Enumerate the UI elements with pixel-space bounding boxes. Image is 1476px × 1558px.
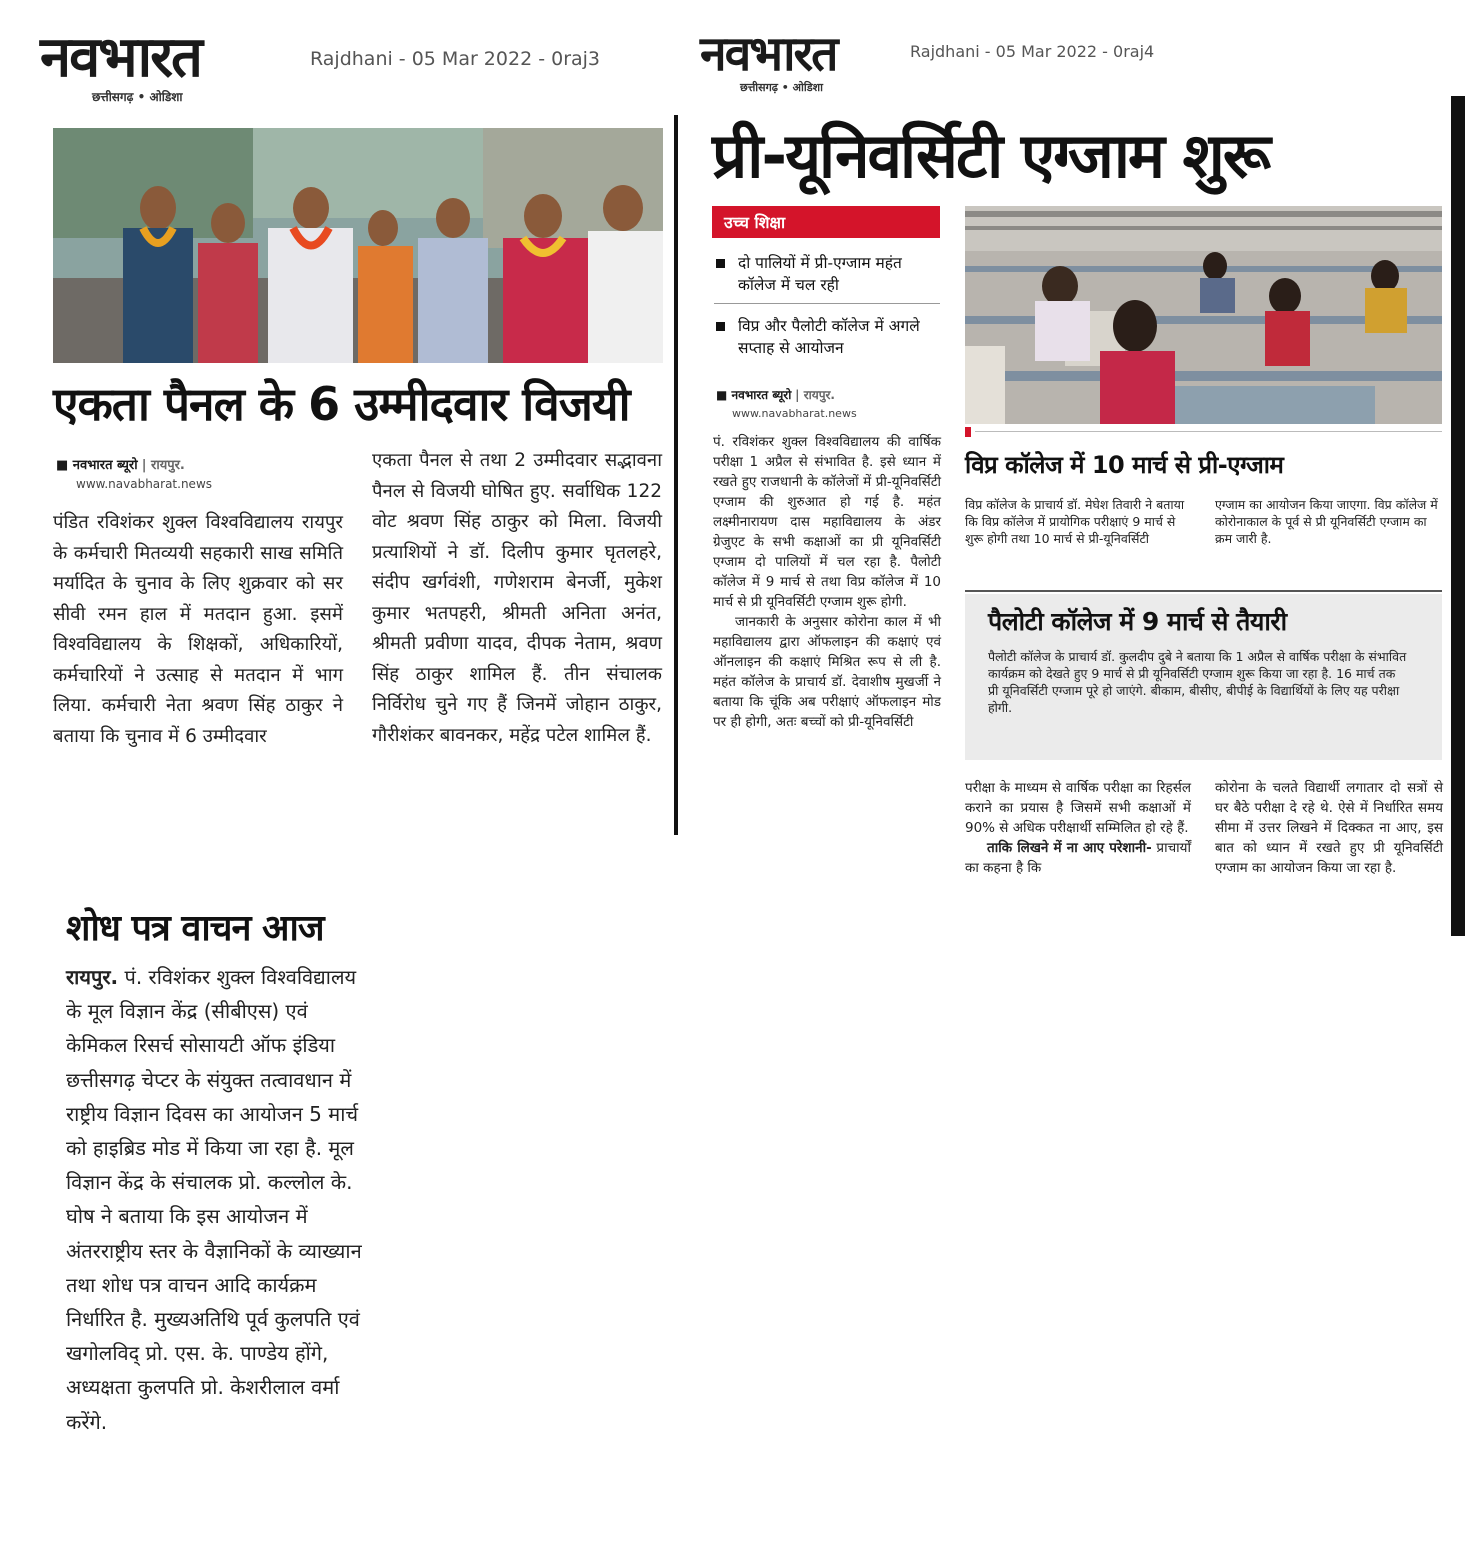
newspaper-logo: नवभारत [40,25,201,90]
dateline-city: रायपुर. [66,965,119,989]
exam-hall-photo [965,206,1442,424]
main-article-column [713,432,941,732]
masthead-left [40,25,201,105]
celebration-photo [53,128,663,363]
headline-clip2: शोध पत्र वाचन आज [66,908,324,949]
subhead-vipra: विप्र कॉलेज में 10 मार्च से प्री-एग्जाम [965,451,1284,479]
section-divider [965,590,1442,592]
newspaper-logo: नवभारत [700,26,837,82]
bottom-column-2: कोरोना के चलते विद्यार्थी लगातार दो सत्रों से घर बैठे परीक्षा दे रहे थे. ऐसे में निर्धारित समय सीमा में उत्तर लिखने में दिक्कत ना आए, इस बात को ध्यान में रखते हुए प्री यूनिवर्सिटी एग्जाम का आयोजन किया जा रहा है. [1215,780,1443,876]
bottom-column-1-text: परीक्षा के माध्यम से वार्षिक परीक्षा का रिहर्सल कराने का प्रयास है जिसमें सभी कक्षाओं में 90% से अधिक परीक्षार्थी सम्मिलित हो रहे हैं. [965,780,1191,836]
article-column-2: एकता पैनल से तथा 2 उम्मीदवार सद्भावना पैनल से विजयी घोषित हुए. सर्वाधिक 122 वोट श्रवण सिंह ठाकुर को मिला. विजयी प्रत्याशियों ने डॉ. दिलीप कुमार घृतलहरे, संदीप खर्गवंशी, गणेशराम बेनर्जी, मुकेश कुमार भतपहरी, श्रीमती अनिता अनंत, श्रीमती प्रवीणा यादव, दीपक नेताम, श्रवण सिंह ठाकुर शामिल हैं. तीन संचालक निर्विरोध चुने गए हैं जिनमें जोहान ठाकुर, गौरीशंकर बावनकर, महेंद्र पटेल शामिल हैं. [372,450,662,746]
masthead-right [700,26,837,95]
byline-clip3 [716,386,857,420]
article-column-1: पंडित रविशंकर शुक्ल विश्वविद्यालय रायपुर के कर्मचारी मितव्ययी सहकारी साख समिति मर्यादित के चुनाव के लिए शुक्रवार को सर सीवी रमन हाल में मतदान हुआ. इसमें विश्वविद्यालय के शिक्षकों, अधिकारियों, कर्मचारियों ने उत्साह से मतदान में भाग लिया. कर्मचारी नेता श्रवण सिंह ठाकुर ने बताया कि चुनाव में 6 उम्मीदवार [53,512,343,747]
highlight-bullet-1: दो पालियों में प्री-एग्जाम महंत कॉलेज में चल रही [714,252,940,296]
logo-subtitle: छत्तीसगढ़ • ओडिशा [740,81,823,94]
byline-city: | रायपुर. [795,388,835,402]
subhead-writing: ताकि लिखने में ना आए परेशानी- [987,840,1152,856]
logo-subtitle: छत्तीसगढ़ • ओडिशा [92,90,183,104]
highlight-bullet-2: विप्र और पैलोटी कॉलेज में अगले सप्ताह से आयोजन [714,315,940,359]
byline-name: ■ नवभारत ब्यूरो [716,388,792,402]
main-article-para-2: जानकारी के अनुसार कोरोना काल में भी महाविद्यालय द्वारा ऑफलाइन की कक्षाएं एवं ऑनलाइन की कक्षाएं मिश्रित रूप से ली है. महंत कॉलेज के प्राचार्य डॉ. देवाशीष मुखर्जी ने बताया कि चूंकि अब परीक्षाएं ऑफलाइन मोड पर ही होगी, अतः बच्चों को प्री-यूनिवर्सिटी [713,614,941,730]
column-divider [674,115,678,835]
section-tag: उच्च शिक्षा [712,206,940,238]
main-article-para-1: पं. रविशंकर शुक्ल विश्वविद्यालय की वार्षिक परीक्षा 1 अप्रैल से संभावित है. इसे ध्यान में रखते हुए राजधानी के कॉलेजों में प्री-यूनिवर्सिटी एग्जाम की शुरुआत हो गई है. महंत लक्ष्मीनारायण दास महाविद्यालय के अंडर ग्रेजुएट के सभी कक्षाओं का प्री यूनिवर्सिटी एग्जाम दो पालियों में चल रहा है. पैलोटी कॉलेज में 9 मार्च से तथा विप्र कॉलेज में 10 मार्च से प्री यूनिवर्सिटी एग्जाम शुरू होगी. [713,434,941,610]
byline-site: www.navabharat.news [76,477,213,491]
byline-site: www.navabharat.news [732,407,857,420]
article-clip2 [66,960,366,1439]
bullet-divider [714,303,940,304]
bottom-column-1 [965,778,1191,878]
photo-divider [975,431,1442,432]
vipra-column-1: विप्र कॉलेज के प्राचार्य डॉ. मेघेश तिवारी ने बताया कि विप्र कॉलेज में प्रायोगिक परीक्षाएं 9 मार्च से शुरू होगी तथा 10 मार्च से प्री-यूनिवर्सिटी [965,497,1185,546]
byline-city: | रायपुर. [141,458,185,473]
headline-clip1: एकता पैनल के 6 उम्मीदवार विजयी [53,377,630,431]
page-edge [1451,96,1465,936]
byline-name: ■ नवभारत ब्यूरो [56,458,138,473]
headline-clip3: प्री-यूनिवर्सिटी एग्जाम शुरू [712,119,1269,192]
pallotti-body: पैलोटी कॉलेज के प्राचार्य डॉ. कुलदीप दुबे ने बताया कि 1 अप्रैल से वार्षिक परीक्षा के संभावित कार्यक्रम को देखते हुए 9 मार्च से प्री यूनिवर्सिटी एग्जाम शुरू किया जा रहा है. 16 मार्च तक प्री यूनिवर्सिटी एग्जाम पूरे हो जाएंगे. बीकाम, बीसीए, बीपीई के विद्यार्थियों के लिए यह परीक्षा होगी. [988,649,1407,715]
subhead-pallotti: पैलोटी कॉलेज में 9 मार्च से तैयारी [988,607,1287,636]
dateline-left: Rajdhani - 05 Mar 2022 - 0raj3 [310,48,601,70]
article-clip2-body: पं. रविशंकर शुक्ल विश्वविद्यालय के मूल विज्ञान केंद्र (सीबीएस) एवं केमिकल रिसर्च सोसायटी ऑफ इंडिया छत्तीसगढ़ चेप्टर के संयुक्त तत्वावधान में राष्ट्रीय विज्ञान दिवस का आयोजन 5 मार्च को हाइब्रिड मोड में किया जा रहा है. मूल विज्ञान केंद्र के संचालक प्रो. कल्लोल के. घोष ने बताया कि इस आयोजन में अंतरराष्ट्रीय स्तर के वैज्ञानिकों के व्याख्यान तथा शोध पत्र वाचन आदि कार्यक्रम निर्धारित है. मुख्यअतिथि पूर्व कुलपति एवं खगोलविद् प्रो. एस. के. पाण्डेय होंगे, अध्यक्षता कुलपति प्रो. केशरीलाल वर्मा करेंगे. [66,965,362,1434]
vipra-column-2: एग्जाम का आयोजन किया जाएगा. विप्र कॉलेज में कोरोनाकाल के पूर्व से प्री यूनिवर्सिटी एग्जाम का क्रम जारी है. [1215,497,1438,546]
accent-mark [965,427,971,437]
byline-clip1 [56,455,212,491]
bottom-column-1-tail: प्राचार्यों का कहना है कि [965,840,1191,876]
dateline-right: Rajdhani - 05 Mar 2022 - 0raj4 [910,42,1155,61]
